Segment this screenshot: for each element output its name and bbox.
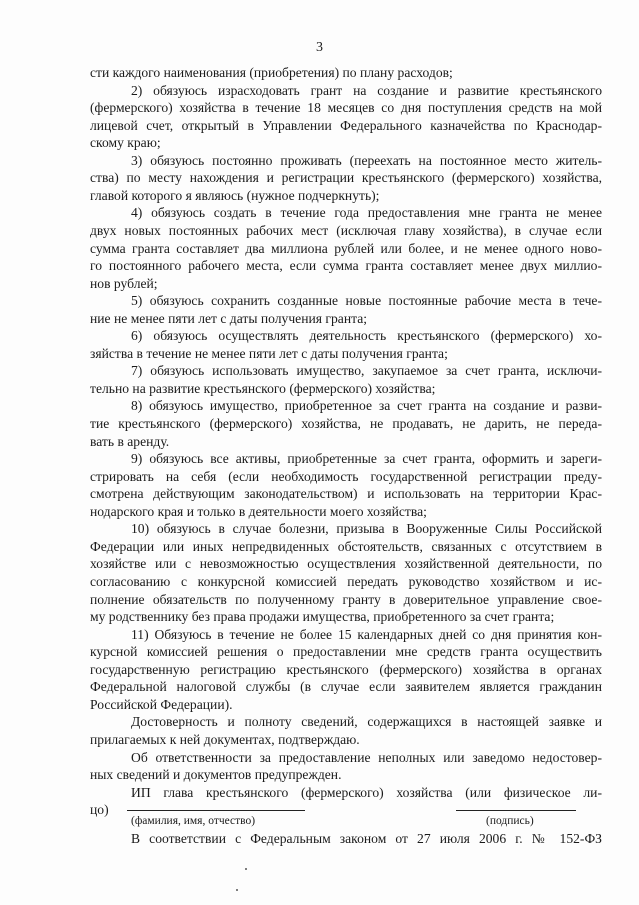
text-line: ства) по месту нахождения и регистрации крестьянского (фермерского) хозяйства, <box>90 170 602 186</box>
page-number: 3 <box>316 40 323 55</box>
text-line: государственную регистрацию крестьянского (фермерского) хозяйства в органах <box>90 661 602 677</box>
signature-caption: (подпись) <box>486 815 534 827</box>
text-line: тельно на развитие крестьянского (фермерского) хозяйства; <box>90 380 436 396</box>
text-line: согласованию с конкурсной комиссией передать руководство хозяйством и ис- <box>90 574 602 589</box>
text-line: двух новых постоянных рабочих мест (исключая главу хозяйства), в случае если <box>90 223 602 238</box>
text-line: 11) Обязуюсь в течение не более 15 календарных дней со дня принятия кон- <box>131 626 602 642</box>
signature-title-line: ИП глава крестьянского (фермерского) хозяйства (или физическое ли- <box>131 785 602 800</box>
text-line: му родственнику без права продажи имущества, приобретенного за счет гранта; <box>90 609 555 625</box>
text-line: 10) обязуюсь в случае болезни, призыва в Вооруженные Силы Российской <box>131 521 602 537</box>
text-line: 2) обязуюсь израсходовать грант на создание и развитие крестьянского <box>131 82 602 98</box>
signature-prefix: цо) <box>90 802 109 817</box>
text-line: хозяйстве или с невозможностью осуществления хозяйственной деятельности, по <box>90 556 602 572</box>
text-line: главой которого я являюсь (нужное подчеркнуть); <box>90 187 380 203</box>
text-line: 5) обязуюсь сохранить созданные новые постоянные рабочие места в тече- <box>131 293 602 309</box>
text-line: вать в аренду. <box>90 433 170 449</box>
text-line: полнение обязательств по полученному гранту в доверительное управление свое- <box>90 591 602 607</box>
scan-speck <box>236 889 238 891</box>
text-line: 9) обязуюсь все активы, приобретенные за счет гранта, оформить и зареги- <box>131 451 602 467</box>
text-line: Федеральной налоговой службы (в случае если заявителем является гражданин <box>90 679 602 695</box>
text-line: Российской Федерации). <box>90 696 233 712</box>
text-line: прилагаемых к ней документах, подтверждаю. <box>90 731 360 747</box>
text-line: тие крестьянского (фермерского) хозяйства, не продавать, не дарить, не переда- <box>90 416 602 431</box>
text-line: нов рублей; <box>90 275 158 291</box>
text-line: ных сведений и документов предупрежден. <box>90 767 342 782</box>
text-line: Достоверность и полноту сведений, содержащихся в настоящей заявке и <box>131 714 602 730</box>
text-line: Федерации или иных непредвиденных обстоятельств, связанных с отсутствием в <box>90 538 602 554</box>
name-field-line <box>127 810 305 811</box>
text-line: ние не менее пяти лет с даты получения гранта; <box>90 310 368 326</box>
text-line: го постоянного рабочего места, если сумма гранта составляет менее двух миллио- <box>90 258 602 274</box>
text-line: курсной комиссией решения о предоставлении мне средств гранта осуществить <box>90 644 602 660</box>
text-line: 7) обязуюсь использовать имущество, закупаемое за счет гранта, исключи- <box>131 363 602 379</box>
text-line: (фермерского) хозяйства в течение 18 месяцев со дня поступления средств на мой <box>90 100 602 116</box>
scan-speck <box>245 868 247 870</box>
text-line: смотрена действующим законодательством) и использовать на территории Крас- <box>90 486 602 502</box>
text-line: 8) обязуюсь имущество, приобретенное за счет гранта на создание и разви- <box>131 398 602 414</box>
text-line: скому краю; <box>90 135 161 151</box>
text-line: 4) обязуюсь создать в течение года предоставления мне гранта не менее <box>131 205 602 221</box>
text-line: стрировать на себя (если необходимость государственной регистрации преду- <box>90 468 602 484</box>
text-line: Об ответственности за предоставление неполных или заведомо недостовер- <box>131 749 602 765</box>
text-line: сумма гранта составляет два миллиона рублей или более, и не менее одного ново- <box>90 240 602 256</box>
name-caption: (фамилия, имя, отчество) <box>131 815 256 827</box>
text-line: зяйства в течение не менее пяти лет с даты получения гранта; <box>90 345 448 361</box>
text-line: сти каждого наименования (приобретения) по плану расходов; <box>90 65 453 80</box>
footer-line: В соответствии с Федеральным законом от 27 июля 2006 г. № 152-ФЗ <box>131 831 602 846</box>
text-line: 6) обязуюсь осуществлять деятельность крестьянского (фермерского) хо- <box>131 328 602 344</box>
text-line: лицевой счет, открытый в Управлении Федерального казначейства по Краснодар- <box>90 117 602 133</box>
signature-field-line <box>456 810 576 811</box>
text-line: 3) обязуюсь постоянно проживать (переехать на постоянное место житель- <box>131 152 602 168</box>
text-line: нодарского края и только в деятельности моего хозяйства; <box>90 503 427 519</box>
